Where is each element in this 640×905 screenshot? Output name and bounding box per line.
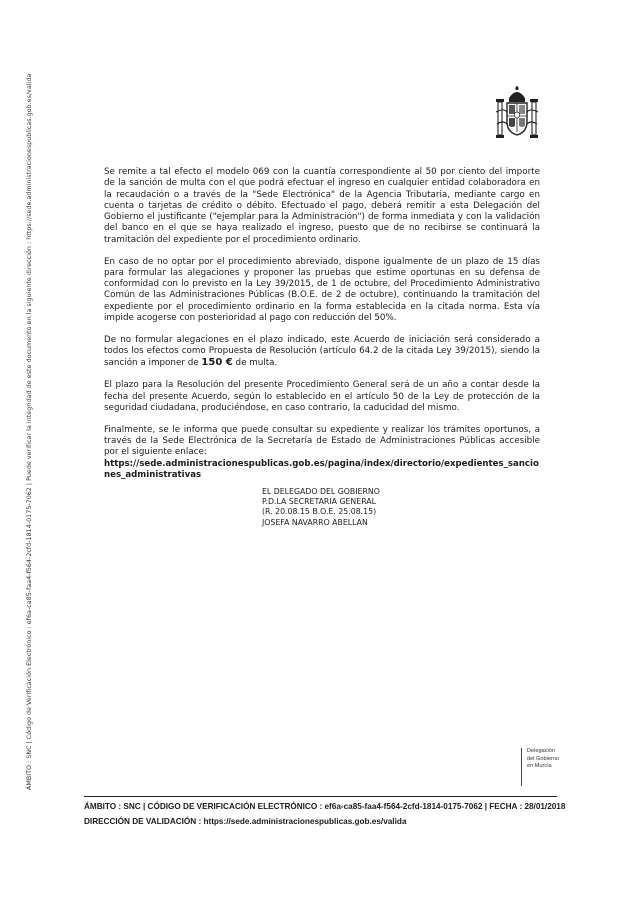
paragraph-text-end: de multa. [232, 358, 278, 369]
signature-line: EL DELEGADO DEL GOBIERNO [262, 487, 380, 496]
side-verification-text: ÁMBITO : SNC | Código de Verificación Electrónico : ef6a-ca85-faa4-f564-2cfd-1814-0175-7062 | Puede verificar la integridad de este documento en la siguiente dirección : https://sede.administracionespublicas.gob.es/valida [26, 73, 33, 790]
office-stamp-line: del Gobierno [527, 755, 560, 762]
paragraph-text: Finalmente, se le informa que puede consultar su expediente y realizar los trámites oportunos, a través de la Sede Electrónica de la Secretaría de Estado de Administraciones Públicas accesible por el siguiente enlace: [104, 424, 540, 458]
signer-name: JOSEFA NAVARRO ABELLAN [262, 517, 368, 527]
paragraph-resolution-proposal [104, 335, 540, 370]
office-stamp-line: Delegación [527, 748, 555, 754]
paragraph-consultation [104, 425, 540, 481]
paragraph-allegations: En caso de no optar por el procedimiento abreviado, dispone igualmente de un plazo de 15 días para formular las alegaciones y proponer las pruebas que estime oportunas en su defensa de conformidad con lo previsto en la Ley 39/2015, de 1 de octubre, del Procedimiento Administrativo Común de las Administraciones Públicas (B.O.E. de 2 de octubre), continuando la tramitación del expediente por el procedimiento ordinario en la forma establecida en la citada norma. Esta vía impide acogerse con posterioridad al pago con reducción del 50%. [104, 256, 540, 324]
fine-amount: 150 € [201, 357, 233, 369]
office-stamp [521, 748, 577, 786]
paragraph-deadline: El plazo para la Resolución del presente Procedimiento General será de un año a contar desde la fecha del presente Acuerdo, según lo establecido en el artículo 50 de la Ley de protección de la seguridad ciudadana, produciéndose, en caso contrario, la caducidad del mismo. [104, 380, 540, 413]
coat-of-arms-icon [494, 86, 540, 142]
office-stamp-line: en Murcia [527, 763, 552, 770]
expedientes-link[interactable]: https://sede.administracionespublicas.gob.es/pagina/index/directorio/expedientes_sanciones_administrativas [104, 458, 539, 480]
signature-line: (R. 20.08.15 B.O.E. 25.08.15) [262, 507, 377, 517]
letter-body [104, 167, 540, 492]
signature-line: P.D.LA SECRETARIA GENERAL [262, 497, 376, 507]
paragraph-text: De no formular alegaciones en el plazo indicado, este Acuerdo de iniciación será considerado a todos los efectos como Propuesta de Resolución (artículo 64.2 de la citada Ley 39/2015), siendo la sanción a imponer de [104, 334, 540, 369]
verification-footer [84, 799, 574, 829]
footer-validation-url[interactable]: DIRECCIÓN DE VALIDACIÓN : https://sede.administracionespublicas.gob.es/valida [84, 817, 407, 826]
signature-block [262, 487, 422, 528]
footer-divider [84, 796, 557, 797]
footer-verification-code: ÁMBITO : SNC | CÓDIGO DE VERIFICACIÓN ELECTRÓNICO : ef6a-ca85-faa4-f564-2cfd-1814-0175-7062 | FECHA : 28/01/2018 [84, 802, 566, 811]
paragraph-payment: Se remite a tal efecto el modelo 069 con la cuantía correspondiente al 50 por ciento del importe de la sanción de multa con el que podrá efectuar el ingreso en cualquier entidad colaboradora en la recaudación o a través de la "Sede Electrónica" de la Agencia Tributaria, mediante cargo en cuenta o tarjetas de crédito o débito. Efectuado el pago, deberá remitir a esta Delegación del Gobierno el justificante ("ejemplar para la Administración") de forma inmediata y con la validación del banco en el que se haya realizado el ingreso, puesto que de no recibirse se continuará la tramitación del expediente por el procedimiento ordinario. [104, 167, 540, 245]
